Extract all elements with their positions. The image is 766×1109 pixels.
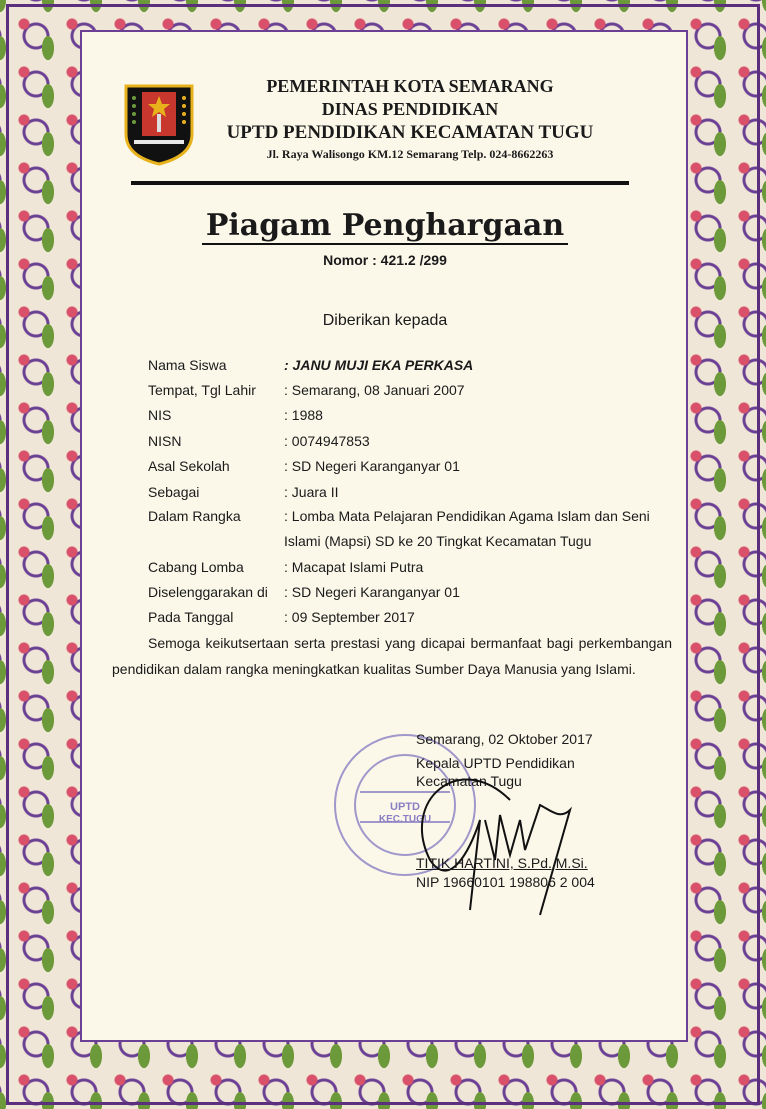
header-address: Jl. Raya Walisongo KM.12 Semarang Telp. 024-8662263 [266, 147, 554, 161]
field-label: Diselenggarakan di [148, 584, 268, 600]
header-divider [131, 181, 629, 185]
field-value: : Semarang, 08 Januari 2007 [284, 382, 465, 398]
stamp-inner-1: UPTD [390, 801, 420, 813]
field-value: : Juara II [284, 484, 339, 500]
given-to-label: Diberikan kepada [322, 312, 448, 329]
header-line-1: PEMERINTAH KOTA SEMARANG [266, 76, 554, 96]
closing-paragraph: Semoga keikutsertaan serta prestasi yang dicapai bermanfaat bagi perkembangan pendidikan dalam rangka meningkatkan kualitas Sumber Daya Manusia yang Islami. [112, 635, 672, 677]
signature-position-1: Kepala UPTD Pendidikan [416, 755, 575, 771]
field-label: Asal Sekolah [148, 458, 230, 474]
stamp-inner-2: KEC.TUGU [378, 814, 432, 825]
field-value: : Macapat Islami Putra [284, 559, 424, 575]
signature-position-2: Kecamatan Tugu [416, 773, 522, 789]
handwritten-signature [400, 760, 590, 920]
certificate-number: Nomor : 421.2 /299 [323, 252, 447, 268]
field-label: NISN [148, 433, 182, 449]
field-label: Dalam Rangka [148, 508, 241, 524]
signature-place-date: Semarang, 02 Oktober 2017 [416, 731, 593, 747]
certificate-title [180, 208, 590, 243]
field-value: : JANU MUJI EKA PERKASA [284, 357, 474, 373]
title-text: Piagam Penghargaan [202, 208, 568, 245]
field-value: : SD Negeri Karanganyar 01 [284, 458, 460, 474]
field-label: Cabang Lomba [148, 559, 244, 575]
field-label: Sebagai [148, 484, 200, 500]
header-line-3: UPTD PENDIDIKAN KECAMATAN TUGU [226, 122, 594, 143]
field-label: NIS [148, 407, 172, 423]
signatory-nip: NIP 19660101 198806 2 004 [416, 874, 595, 890]
field-value: : SD Negeri Karanganyar 01 [284, 584, 460, 600]
header-line-2: DINAS PENDIDIKAN [321, 99, 499, 119]
field-value: : Lomba Mata Pelajaran Pendidikan Agama Islam dan Seni Islami (Mapsi) SD ke 20 Tingkat Kecamatan Tugu [284, 508, 650, 549]
field-value: : 0074947853 [284, 433, 370, 449]
field-label: Pada Tanggal [148, 609, 234, 625]
semarang-coat-of-arms-logo [124, 84, 194, 166]
field-value: : 1988 [284, 407, 323, 423]
field-value: : 09 September 2017 [284, 609, 415, 625]
field-label: Tempat, Tgl Lahir [148, 382, 256, 398]
signatory-name: TITIK HARTINI, S.Pd.,M.Si. [416, 855, 588, 871]
field-label: Nama Siswa [148, 357, 227, 373]
